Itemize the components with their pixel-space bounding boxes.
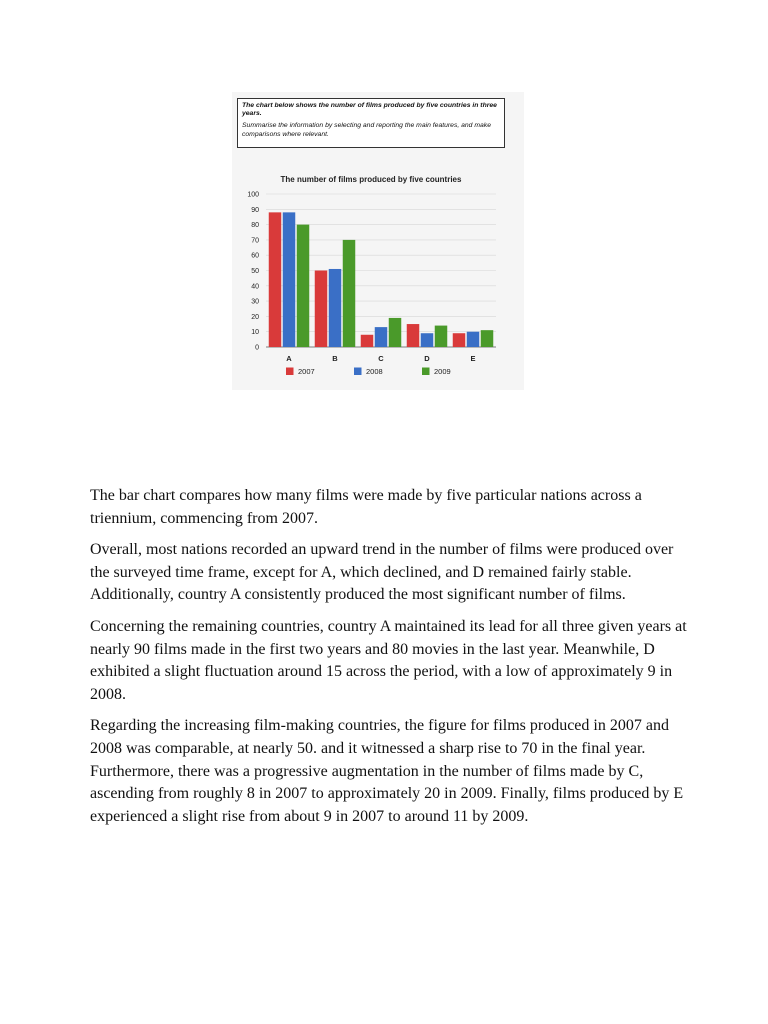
y-tick-label: 80 xyxy=(251,222,259,230)
bar-C-2008 xyxy=(375,327,388,347)
legend-label-2009: 2009 xyxy=(434,367,451,376)
x-tick-label: E xyxy=(470,354,476,363)
bar-A-2007 xyxy=(269,212,282,347)
bar-E-2007 xyxy=(453,333,466,347)
y-tick-label: 50 xyxy=(251,268,259,275)
essay-paragraph-2: Overall, most nations recorded an upward trend in the number of films were produced over the surveyed time frame, except for A, which declined, and D remained fairly stable. Additionally, country A consistently produced the most significant number of films. xyxy=(90,541,674,604)
y-tick-label: 40 xyxy=(251,283,259,291)
prompt-task: Summarise the information by selecting and reporting the main features, and make comparisons where relevant. xyxy=(242,122,491,138)
y-tick-label: 30 xyxy=(251,298,259,306)
bar-E-2009 xyxy=(481,330,494,347)
essay-paragraph-3: Concerning the remaining countries, country A maintained its lead for all three given years at nearly 90 films made in the first two years and 80 movies in the last year. Meanwhile, D exhibited a slight fluctuation around 15 across the period, with a low of approximately 9 in 2008. xyxy=(90,617,687,703)
legend-swatch-2008 xyxy=(354,368,362,376)
x-tick-label: D xyxy=(424,354,430,363)
x-tick-label: C xyxy=(378,354,384,363)
legend-swatch-2009 xyxy=(422,368,430,376)
bar-D-2007 xyxy=(407,324,420,347)
legend-swatch-2007 xyxy=(286,368,294,376)
bar-E-2008 xyxy=(467,332,480,347)
y-tick-label: 20 xyxy=(251,313,259,321)
legend-label-2008: 2008 xyxy=(366,367,383,376)
bar-A-2008 xyxy=(283,212,296,347)
bar-B-2007 xyxy=(315,271,328,348)
y-tick-label: 70 xyxy=(251,237,259,245)
task-prompt-box xyxy=(237,98,505,148)
legend-label-2007: 2007 xyxy=(298,367,315,376)
bar-B-2009 xyxy=(343,240,356,347)
y-tick-label: 60 xyxy=(251,252,259,260)
y-tick-label: 100 xyxy=(247,191,259,199)
bar-D-2008 xyxy=(421,333,434,347)
prompt-instruction: The chart below shows the number of films produced by five countries in three years. xyxy=(242,102,497,118)
chart-title: The number of films produced by five countries xyxy=(280,175,462,184)
bar-C-2007 xyxy=(361,335,374,347)
bar-D-2009 xyxy=(435,326,448,347)
y-tick-label: 10 xyxy=(251,329,259,337)
x-tick-label: B xyxy=(332,354,338,363)
bar-C-2009 xyxy=(389,318,402,347)
x-tick-label: A xyxy=(286,354,292,363)
bar-B-2008 xyxy=(329,269,342,347)
essay xyxy=(90,485,690,837)
y-tick-label: 0 xyxy=(255,344,259,352)
task-figure xyxy=(232,92,524,390)
essay-paragraph-1: The bar chart compares how many films were made by five particular nations across a triennium, commencing from 2007. xyxy=(90,487,642,527)
y-tick-label: 90 xyxy=(251,206,259,214)
bar-chart xyxy=(232,162,524,390)
bar-A-2009 xyxy=(297,225,310,347)
essay-paragraph-4: Regarding the increasing film-making countries, the figure for films produced in 2007 and 2008 was comparable, at nearly 50. and it witnessed a sharp rise to 70 in the final year. Furthermore, there was a progressive augmentation in the number of films made by C, ascending from roughly 8 in 2007 to approximately 20 in 2009. Finally, films produced by E experienced a slight rise from about 9 in 2007 to around 11 by 2009. xyxy=(90,717,684,825)
